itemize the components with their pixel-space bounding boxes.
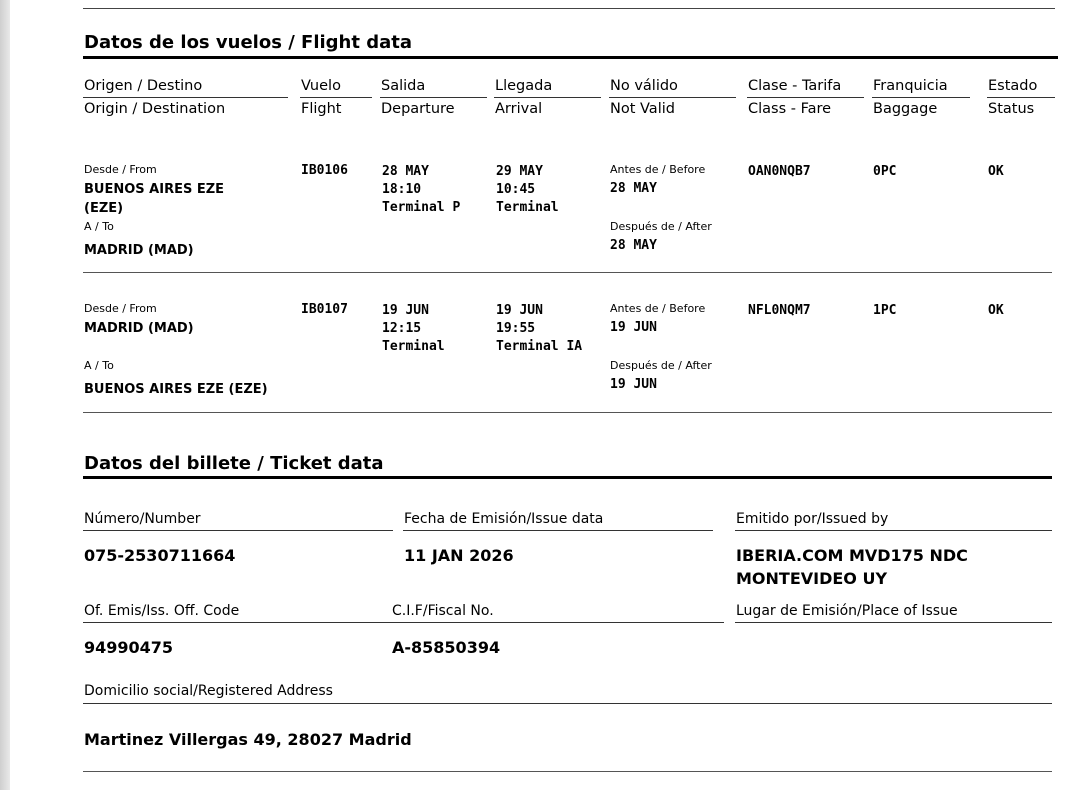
to-label: A / To <box>84 220 114 233</box>
ticket-number-underline <box>83 530 393 531</box>
not-valid-before-label: Antes de / Before <box>610 163 706 176</box>
flight-number: IB0106 <box>301 163 348 178</box>
from-label: Desde / From <box>84 163 157 176</box>
ticket-number-label: Número/Number <box>84 511 201 527</box>
from-label: Desde / From <box>84 302 157 315</box>
not-valid-after-label: Después de / After <box>610 220 712 233</box>
to-city: BUENOS AIRES EZE (EZE) <box>84 382 268 397</box>
arrival-time: 19:55 <box>496 321 536 336</box>
to-label: A / To <box>84 359 114 372</box>
bottom-rule <box>83 771 1052 772</box>
office-code-underline <box>83 622 393 623</box>
header-status-en: Status <box>988 101 1035 117</box>
flight-number: IB0107 <box>301 302 348 317</box>
issue-date: 11 JAN 2026 <box>404 546 514 565</box>
header-origin: Origen / Destino <box>84 78 203 94</box>
row-divider <box>83 412 1052 413</box>
header-arrival-en: Arrival <box>495 101 543 117</box>
issued-by-underline <box>735 530 1052 531</box>
header-origin-underline <box>83 97 288 98</box>
header-not-valid: No válido <box>610 78 678 94</box>
header-status: Estado <box>988 78 1038 94</box>
departure-terminal: Terminal <box>382 339 445 354</box>
place-of-issue-underline <box>735 622 1052 623</box>
header-flight-en: Flight <box>301 101 342 117</box>
departure-time: 18:10 <box>382 182 422 197</box>
from-city: BUENOS AIRES EZE <box>84 182 225 197</box>
not-valid-before-date: 28 MAY <box>610 181 657 196</box>
header-class-en: Class - Fare <box>748 101 832 117</box>
top-rule <box>83 8 1055 9</box>
arrival-date: 19 JUN <box>496 303 543 318</box>
header-departure-en: Departure <box>381 101 455 117</box>
place-of-issue-label: Lugar de Emisión/Place of Issue <box>736 603 958 619</box>
not-valid-after-date: 28 MAY <box>610 238 657 253</box>
not-valid-after-label: Después de / After <box>610 359 712 372</box>
ticket-section-title: Datos del billete / Ticket data <box>84 453 384 474</box>
arrival-time: 10:45 <box>496 182 536 197</box>
arrival-terminal: Terminal <box>496 200 559 215</box>
header-baggage-en: Baggage <box>873 101 938 117</box>
arrival-terminal: Terminal IA <box>496 339 583 354</box>
flight-section-title: Datos de los vuelos / Flight data <box>84 32 413 53</box>
header-departure-underline <box>380 97 487 98</box>
status: OK <box>988 164 1004 179</box>
departure-date: 19 JUN <box>382 303 429 318</box>
departure-time: 12:15 <box>382 321 422 336</box>
header-arrival: Llegada <box>495 78 553 94</box>
from-code: (EZE) <box>84 201 124 216</box>
header-arrival-underline <box>494 97 601 98</box>
status: OK <box>988 303 1004 318</box>
header-departure: Salida <box>381 78 426 94</box>
flight-section-rule <box>83 56 1058 59</box>
from-city: MADRID (MAD) <box>84 321 194 336</box>
to-city: MADRID (MAD) <box>84 243 194 258</box>
issued-by-line1: IBERIA.COM MVD175 NDC <box>736 546 968 565</box>
departure-terminal: Terminal P <box>382 200 461 215</box>
issue-date-underline <box>403 530 713 531</box>
registered-address: Martinez Villergas 49, 28027 Madrid <box>84 730 412 749</box>
ticket-number: 075-2530711664 <box>84 546 236 565</box>
header-not-valid-en: Not Valid <box>610 101 675 117</box>
viewer-left-edge <box>0 0 10 790</box>
issue-date-label: Fecha de Emisión/Issue data <box>404 511 604 527</box>
not-valid-before-date: 19 JUN <box>610 320 657 335</box>
arrival-date: 29 MAY <box>496 164 543 179</box>
fiscal-number-underline <box>391 622 724 623</box>
row-divider <box>83 272 1052 273</box>
header-baggage: Franquicia <box>873 78 948 94</box>
header-class: Clase - Tarifa <box>748 78 842 94</box>
registered-address-underline <box>83 703 1052 704</box>
office-code-label: Of. Emis/Iss. Off. Code <box>84 603 240 619</box>
header-flight: Vuelo <box>301 78 341 94</box>
header-status-underline <box>987 97 1055 98</box>
issued-by-label: Emitido por/Issued by <box>736 511 889 527</box>
ticket-page <box>83 0 1053 790</box>
header-origin-en: Origin / Destination <box>84 101 226 117</box>
fiscal-number-label: C.I.F/Fiscal No. <box>392 603 494 619</box>
baggage: 0PC <box>873 164 897 179</box>
not-valid-after-date: 19 JUN <box>610 377 657 392</box>
fare-basis: NFL0NQM7 <box>748 303 811 318</box>
not-valid-before-label: Antes de / Before <box>610 302 706 315</box>
baggage: 1PC <box>873 303 897 318</box>
departure-date: 28 MAY <box>382 164 429 179</box>
office-code: 94990475 <box>84 638 174 657</box>
header-flight-underline <box>300 97 372 98</box>
fare-basis: OAN0NQB7 <box>748 164 811 179</box>
fiscal-number: A-85850394 <box>392 638 501 657</box>
header-class-underline <box>747 97 864 98</box>
registered-address-label: Domicilio social/Registered Address <box>84 683 333 699</box>
ticket-section-rule <box>83 476 1052 479</box>
issued-by-line2: MONTEVIDEO UY <box>736 569 888 588</box>
header-baggage-underline <box>872 97 970 98</box>
header-not-valid-underline <box>609 97 736 98</box>
